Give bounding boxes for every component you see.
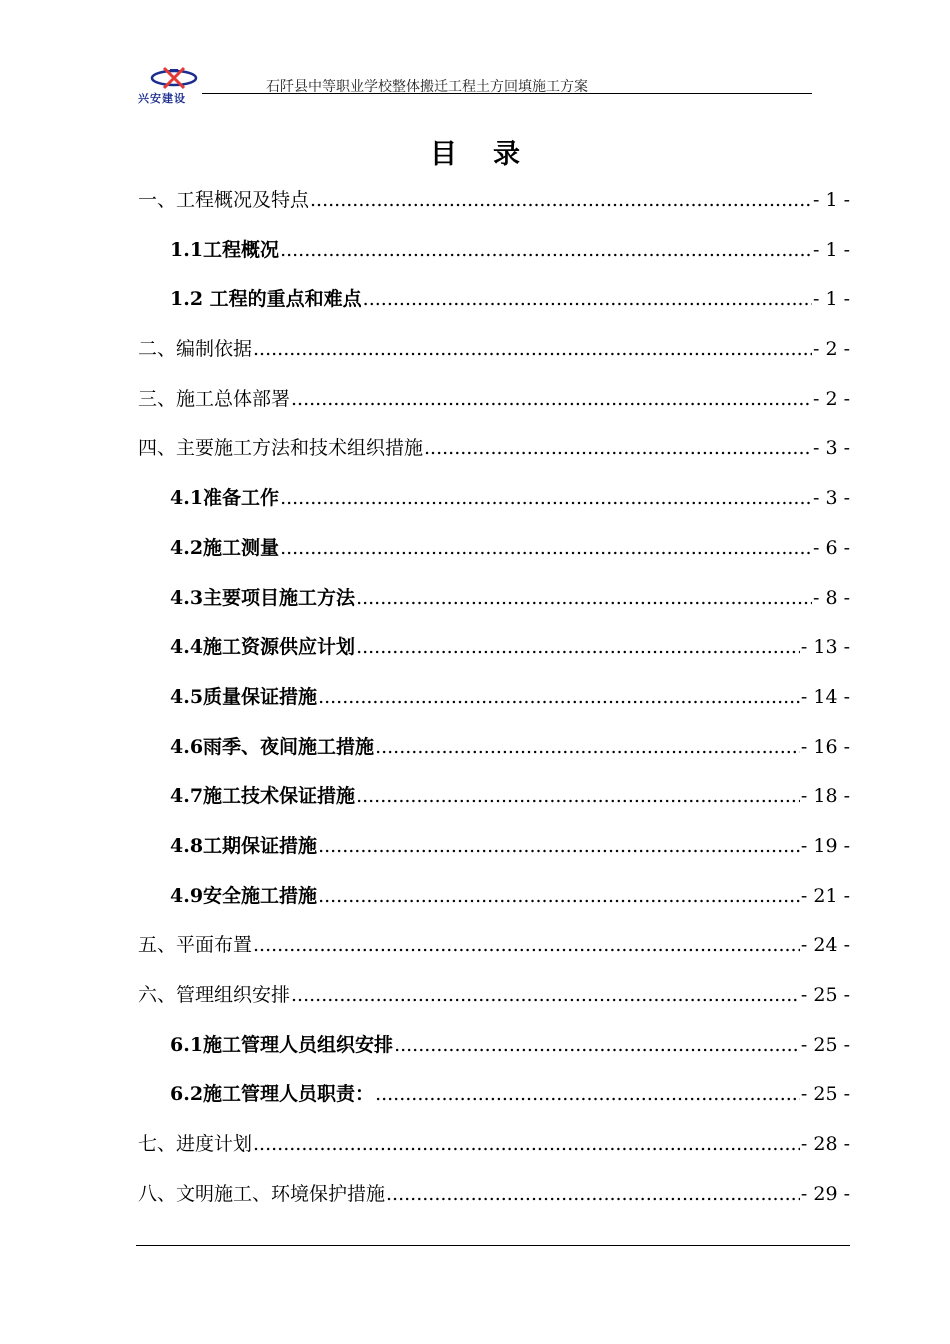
toc-entry[interactable] — [138, 1076, 850, 1126]
page-header — [136, 66, 812, 106]
toc-entry-page: - 16 - — [800, 735, 850, 758]
toc-entry-page: - 24 - — [800, 934, 850, 957]
footer-rule — [136, 1245, 850, 1246]
toc-entry-label: 4.6雨季、夜间施工措施 — [170, 735, 375, 758]
toc-entry-label: 4.7施工技术保证措施 — [170, 785, 356, 808]
toc-entry-page: - 21 - — [800, 884, 850, 907]
toc-leader-dots — [386, 1176, 800, 1212]
toc-entry[interactable] — [138, 927, 850, 977]
toc-leader-dots — [253, 331, 812, 367]
toc-entry[interactable] — [138, 679, 850, 729]
toc-entry-label: 4.5质量保证措施 — [170, 685, 318, 708]
toc-entry-page: - 28 - — [800, 1133, 850, 1156]
toc-entry-label: 6.2施工管理人员职责： — [170, 1083, 375, 1106]
toc-entry-page: - 6 - — [812, 536, 850, 559]
toc-leader-dots — [356, 580, 812, 616]
toc-entry[interactable] — [138, 828, 850, 878]
logo-icon — [150, 66, 198, 90]
toc-entry-page: - 25 - — [800, 1083, 850, 1106]
toc-leader-dots — [291, 381, 812, 417]
toc-entry[interactable] — [138, 381, 850, 431]
toc-entry-label: 七、进度计划 — [138, 1133, 253, 1156]
toc-leader-dots — [363, 281, 812, 317]
toc-entry-label: 4.9安全施工措施 — [170, 884, 318, 907]
toc-leader-dots — [291, 977, 800, 1013]
header-rule — [202, 93, 812, 94]
toc-entry-label: 八、文明施工、环境保护措施 — [138, 1182, 386, 1205]
toc-entry[interactable] — [138, 1176, 850, 1226]
company-logo — [136, 66, 206, 106]
toc-entry-label: 4.2施工测量 — [170, 536, 280, 559]
toc-title: 目录 — [430, 139, 556, 170]
toc-leader-dots — [280, 530, 812, 566]
toc-entry-label: 6.1施工管理人员组织安排 — [170, 1033, 394, 1056]
toc-entry[interactable] — [138, 629, 850, 679]
toc-entry-page: - 3 - — [812, 487, 850, 510]
toc-entry-label: 二、编制依据 — [138, 338, 253, 361]
toc-entry[interactable] — [138, 182, 850, 232]
toc-entry[interactable] — [138, 480, 850, 530]
toc-leader-dots — [356, 629, 800, 665]
toc-entry[interactable] — [138, 729, 850, 779]
toc-leader-dots — [424, 430, 812, 466]
toc-entry-label: 4.3主要项目施工方法 — [170, 586, 356, 609]
toc-leader-dots — [318, 878, 800, 914]
toc-leader-dots — [356, 778, 800, 814]
toc-entry-page: - 25 - — [800, 984, 850, 1006]
toc-entry-page: - 2 - — [812, 338, 850, 361]
toc-entry[interactable] — [138, 778, 850, 828]
toc-entry[interactable] — [138, 878, 850, 928]
toc-entry-page: - 2 - — [812, 387, 850, 410]
toc-entry[interactable] — [138, 430, 850, 480]
toc-entry-page: - 3 - — [812, 437, 850, 460]
logo-text: 兴安建设 — [138, 92, 186, 105]
toc-leader-dots — [375, 729, 800, 765]
toc-leader-dots — [310, 182, 812, 218]
toc-entry-label: 1.1工程概况 — [170, 238, 280, 261]
toc-leader-dots — [253, 1126, 800, 1162]
toc-entry-label: 五、平面布置 — [138, 934, 253, 957]
toc-entry[interactable] — [138, 1126, 850, 1176]
toc-entry[interactable] — [138, 977, 850, 1027]
table-of-contents — [138, 182, 850, 1225]
toc-entry-label: 四、主要施工方法和技术组织措施 — [138, 437, 424, 460]
toc-leader-dots — [394, 1027, 800, 1063]
toc-leader-dots — [280, 480, 812, 516]
toc-entry[interactable] — [138, 580, 850, 630]
toc-entry[interactable] — [138, 530, 850, 580]
toc-entry-label: 4.8工期保证措施 — [170, 834, 318, 857]
toc-leader-dots — [253, 927, 800, 963]
toc-entry-page: - 14 - — [800, 685, 850, 708]
toc-entry[interactable] — [138, 281, 850, 331]
toc-entry-page: - 19 - — [800, 834, 850, 857]
toc-entry-page: - 18 - — [800, 785, 850, 808]
toc-entry[interactable] — [138, 1027, 850, 1077]
toc-entry-label: 4.1准备工作 — [170, 487, 280, 510]
toc-entry-page: - 1 - — [812, 238, 850, 261]
toc-leader-dots — [318, 828, 800, 864]
toc-entry-page: - 1 - — [812, 288, 850, 311]
toc-entry-label: 1.2 工程的重点和难点 — [170, 288, 362, 311]
toc-entry-label: 一、工程概况及特点 — [138, 189, 310, 211]
toc-entry-page: - 29 - — [800, 1182, 850, 1205]
toc-entry-page: - 25 - — [800, 1033, 850, 1056]
toc-leader-dots — [280, 232, 812, 268]
toc-entry-page: - 13 - — [800, 636, 850, 659]
toc-entry[interactable] — [138, 232, 850, 282]
toc-entry-label: 4.4施工资源供应计划 — [170, 636, 356, 659]
toc-leader-dots — [375, 1076, 800, 1112]
toc-entry-page: - 1 - — [812, 189, 850, 211]
toc-entry-label: 三、施工总体部署 — [138, 387, 291, 410]
toc-entry-page: - 8 - — [812, 586, 850, 609]
toc-entry-label: 六、管理组织安排 — [138, 984, 291, 1006]
document-header-title: 石阡县中等职业学校整体搬迁工程土方回填施工方案 — [266, 79, 588, 95]
toc-entry[interactable] — [138, 331, 850, 381]
toc-leader-dots — [318, 679, 800, 715]
